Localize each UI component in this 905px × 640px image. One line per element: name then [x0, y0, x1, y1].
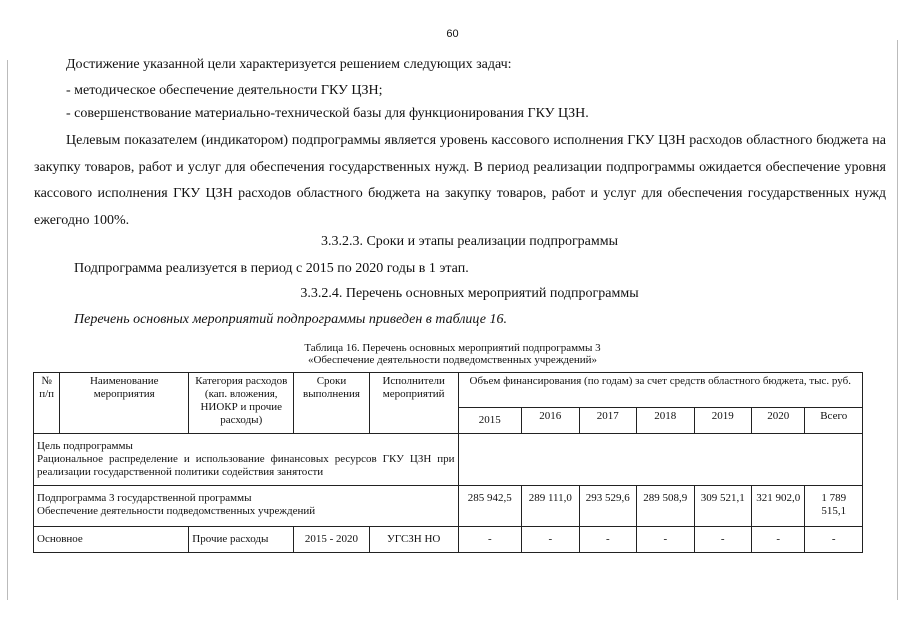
indicator-paragraph: Целевым показателем (индикатором) подпрограммы является уровень кассового исполнения ГКУ ЦЗН расходов областного бюджета на закупку товаров, работ и услуг для обеспечения государственных нужд. В период реализации подпрограммы ожидается обеспечение уровня кассового исполнения ГКУ ЦЗН расходов областного бюджета на закупку товаров, работ и услуг для обеспечения государственных нужд ежегодно 100%. — [34, 133, 886, 228]
table-caption-2: «Обеспечение деятельности подведомственных учреждений» — [307, 354, 598, 366]
year-cell: 2016 — [522, 408, 579, 434]
year-cell: 2017 — [579, 408, 636, 434]
dash-cell: - — [522, 527, 579, 553]
header-funding: Объем финансирования (по годам) за счет средств областного бюджета, тыс. руб. — [458, 373, 862, 408]
value-cell: 1 789 515,1 — [805, 486, 863, 527]
header-terms: Сроки выполнения — [294, 373, 370, 434]
subprogram-row — [34, 486, 863, 527]
measure-name: Основное — [34, 527, 189, 553]
dash-cell: - — [752, 527, 805, 553]
goal-cell — [34, 434, 459, 486]
header-num: № п/п — [34, 373, 60, 434]
dash-cell: - — [805, 527, 863, 553]
main-measure-row — [34, 527, 863, 553]
measure-category: Прочие расходы — [189, 527, 294, 553]
dash-cell: - — [458, 527, 522, 553]
value-cell: 321 902,0 — [752, 486, 805, 527]
heading-list: 3.3.2.4. Перечень основных мероприятий подпрограммы — [300, 286, 639, 301]
year-cell: Всего — [805, 408, 863, 434]
dash-cell: - — [579, 527, 636, 553]
subprogram-label: Подпрограмма 3 государственной программы — [37, 492, 252, 504]
table-caption-1: Таблица 16. Перечень основных мероприятий подпрограммы 3 — [304, 342, 601, 354]
measure-executor: УГСЗН НО — [369, 527, 458, 553]
header-category: Категория расходов (кап. вложения, НИОКР и прочие расходы) — [189, 373, 294, 434]
intro-line: Достижение указанной цели характеризуется решением следующих задач: — [66, 57, 512, 72]
goal-row — [34, 434, 863, 486]
task-1: - методическое обеспечение деятельности ГКУ ЦЗН; — [66, 83, 383, 98]
subprogram-cell — [34, 486, 459, 527]
value-cell: 293 529,6 — [579, 486, 636, 527]
value-cell: 289 111,0 — [522, 486, 579, 527]
year-cell: 2019 — [694, 408, 751, 434]
goal-text: Рациональное распределение и использование финансовых ресурсов ГКУ ЦЗН при реализации государственной политики содействия занятости — [37, 453, 455, 478]
measure-terms: 2015 - 2020 — [294, 527, 370, 553]
scan-edge-right — [897, 40, 898, 600]
dash-cell: - — [637, 527, 694, 553]
value-cell: 289 508,9 — [637, 486, 694, 527]
year-cell: 2018 — [637, 408, 694, 434]
year-cell: 2015 — [458, 408, 522, 434]
year-cell: 2020 — [752, 408, 805, 434]
period-line: Подпрограмма реализуется в период с 2015 по 2020 годы в 1 этап. — [74, 261, 469, 276]
value-cell: 285 942,5 — [458, 486, 522, 527]
task-2: - совершенствование материально-технической базы для функционирования ГКУ ЦЗН. — [66, 106, 589, 121]
page-number: 60 — [446, 28, 459, 40]
dash-cell: - — [694, 527, 751, 553]
subprogram-text: Обеспечение деятельности подведомственных учреждений — [37, 505, 316, 517]
header-executors: Исполнители мероприятий — [369, 373, 458, 434]
list-reference: Перечень основных мероприятий подпрограммы приведен в таблице 16. — [74, 312, 507, 327]
scan-edge-left — [7, 60, 8, 600]
value-cell: 309 521,1 — [694, 486, 751, 527]
header-name: Наименование мероприятия — [60, 373, 189, 434]
measures-table — [33, 372, 863, 553]
header-row — [34, 373, 863, 408]
goal-label: Цель подпрограммы — [37, 440, 133, 452]
goal-empty — [458, 434, 862, 486]
heading-terms: 3.3.2.3. Сроки и этапы реализации подпрограммы — [320, 234, 619, 249]
